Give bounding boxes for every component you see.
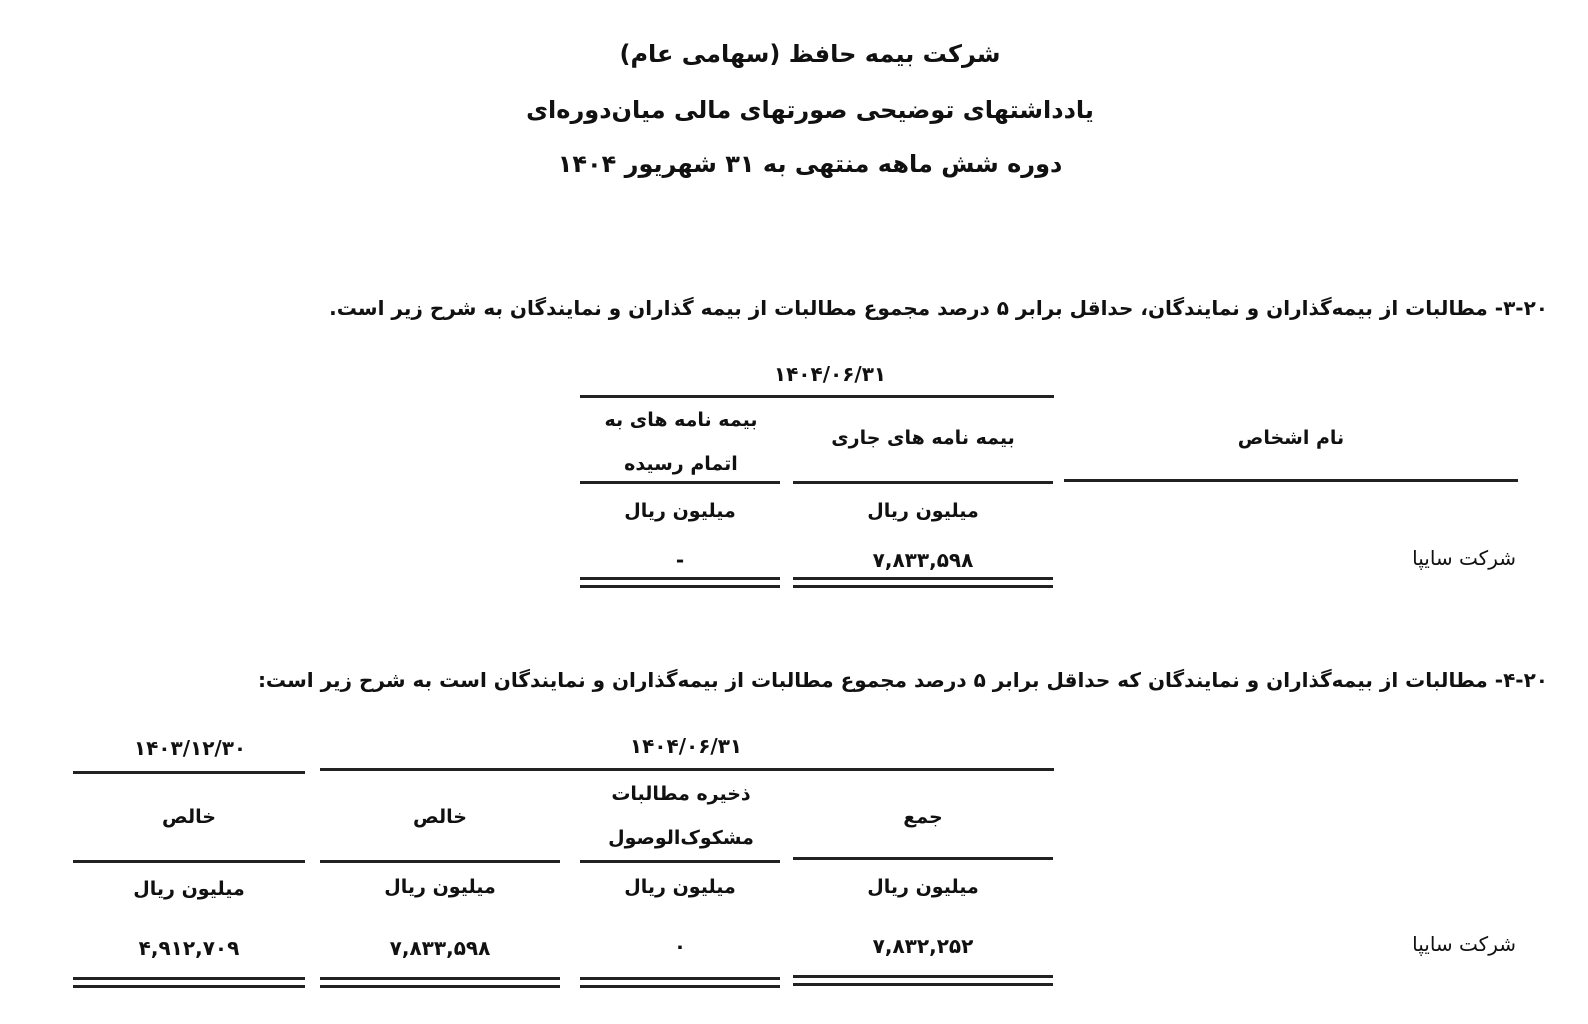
section1-col-current-rule <box>793 481 1053 484</box>
section2-unit-net-prior: میلیون ریال <box>133 878 245 900</box>
section2-unit-provision: میلیون ریال <box>624 876 736 898</box>
section2-unit-total: میلیون ریال <box>867 876 979 898</box>
section2-row-name: شرکت سایپا <box>1412 932 1516 956</box>
section1-col-name: نام اشخاص <box>1237 427 1345 449</box>
section2-row-provision: ۰ <box>673 934 687 958</box>
section1-row-completed: - <box>675 548 685 572</box>
section2-col-net-prior: خالص <box>162 806 216 828</box>
section2-row-net-prior: ۴,۹۱۲,۷۰۹ <box>138 936 240 960</box>
section2-date-current: ۱۴۰۴/۰۶/۳۱ <box>629 734 743 758</box>
section1-title: ۳-۲۰- مطالبات از بیمه‌گذاران و نمایندگان، حداقل برابر ۵ درصد مجموع مطالبات از بیمه گذاران و نمایندگان به شرح زیر است. <box>329 296 1548 320</box>
section2-col-total-rule <box>793 857 1053 860</box>
section1-unit-completed: میلیون ریال <box>624 500 736 522</box>
section2-date-current-rule <box>320 768 1054 771</box>
section1-col-current: بیمه نامه های جاری <box>831 427 1015 449</box>
section2-row-total: ۷,۸۳۲,۲۵۲ <box>872 934 974 958</box>
section2-col-provision-rule <box>580 860 780 863</box>
section1-row-current: ۷,۸۳۳,۵۹۸ <box>872 548 974 572</box>
section1-col-completed-rule <box>580 481 780 484</box>
section2-col-net-prior-rule <box>73 860 305 863</box>
section1-date: ۱۴۰۴/۰۶/۳۱ <box>773 362 887 386</box>
section2-col-total: جمع <box>903 806 943 828</box>
report-period: دوره شش ماهه منتهی به ۳۱ شهریور ۱۴۰۴ <box>557 150 1063 178</box>
section2-title: ۴-۲۰- مطالبات از بیمه‌گذاران و نمایندگان که حداقل برابر ۵ درصد مجموع مطالبات از بیمه‌گذاران و نمایندگان است به شرح زیر است: <box>257 668 1548 692</box>
section1-col-name-rule <box>1064 479 1518 482</box>
section2-total-rule-net-prior <box>73 977 305 988</box>
section2-total-rule-provision <box>580 977 780 988</box>
section1-col-completed: بیمه نامه های به اتمام رسیده <box>604 409 758 475</box>
report-subtitle: یادداشتهای توضیحی صورتهای مالی میان‌دوره‌ای <box>526 96 1094 124</box>
section2-date-prior: ۱۴۰۳/۱۲/۳۰ <box>133 736 247 760</box>
section1-row-name: شرکت سایپا <box>1412 546 1516 570</box>
section2-col-net-rule <box>320 860 560 863</box>
section2-total-rule-total <box>793 975 1053 986</box>
section2-col-provision: ذخیره مطالبات مشکوک‌الوصول <box>608 783 754 849</box>
section2-unit-net: میلیون ریال <box>384 876 496 898</box>
section2-total-rule-net <box>320 977 560 988</box>
section1-total-rule-completed <box>580 577 780 588</box>
section2-row-net: ۷,۸۳۳,۵۹۸ <box>389 936 491 960</box>
section2-col-net: خالص <box>413 806 467 828</box>
section1-unit-current: میلیون ریال <box>867 500 979 522</box>
company-title: شرکت بیمه حافظ (سهامی عام) <box>619 40 1001 68</box>
section2-date-prior-rule <box>73 771 305 774</box>
section1-total-rule-current <box>793 577 1053 588</box>
